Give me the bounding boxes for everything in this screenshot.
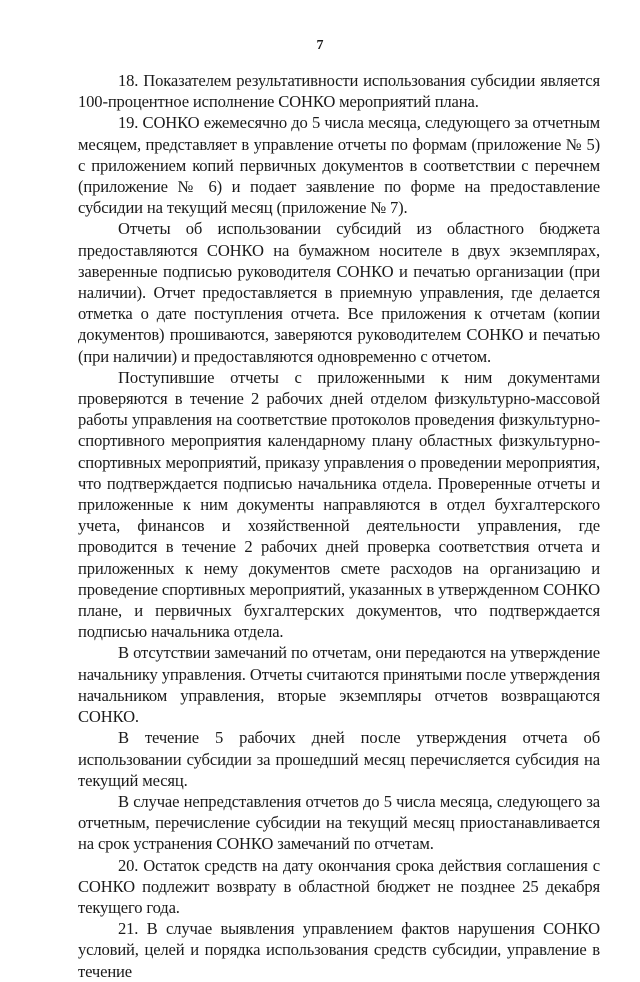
page-number: 7 — [316, 38, 324, 53]
paragraph-18: 18. Показателем результативности использования субсидии является 100-процентное исполнение СОНКО мероприятий плана. — [78, 71, 600, 112]
paragraph-subsidy-transfer: В течение 5 рабочих дней после утверждения отчета об использовании субсидии за прошедший месяц перечисляется субсидия на текущий месяц. — [78, 728, 600, 790]
paragraph-subsidy-suspension: В случае непредставления отчетов до 5 числа месяца, следующего за отчетным, перечисление субсидии на текущий месяц приостанавливается на срок устранения СОНКО замечаний по отчетам. — [78, 791, 600, 854]
document-body — [78, 70, 600, 982]
paragraph-19: 19. СОНКО ежемесячно до 5 числа месяца, следующего за отчетным месяцем, представляет в управление отчеты по формам (приложение № 5) с приложением копий первичных документов в соответствии с перечнем (приложение № 6) и подает заявление по форме на предоставление субсидии на текущий месяц (приложение № 7). — [78, 113, 600, 218]
paragraph-21: 21. В случае выявления управлением фактов нарушения СОНКО условий, целей и порядка использования средств субсидии, управление в течение — [78, 919, 600, 981]
paragraph-20: 20. Остаток средств на дату окончания срока действия соглашения с СОНКО подлежит возврату в областной бюджет не позднее 25 декабря текущего года. — [78, 855, 600, 917]
paragraph-reports-approval: В отсутствии замечаний по отчетам, они передаются на утверждение начальнику управления. Отчеты считаются принятыми после утверждения начальником управления, вторые экземпляры отчетов возвращаются СОНКО. — [78, 643, 600, 727]
paragraph-reports-submission: Отчеты об использовании субсидий из областного бюджета предоставляются СОНКО на бумажном носителе в двух экземплярах, заверенные подписью руководителя СОНКО и печатью организации (при наличии). Отчет предоставляется в приемную управления, где делается отметка о дате поступления отчета. Все приложения к отчетам (копии документов) прошиваются, заверяются руководителем СОНКО и печатью (при наличии) и предоставляются одновременно с отчетом. — [78, 219, 600, 366]
paragraph-reports-verification: Поступившие отчеты с приложенными к ним документами проверяются в течение 2 рабочих дней отделом физкультурно-массовой работы управления на соответствие протоколов проведения физкультурно-спортивного мероприятия календарному плану областных физкультурно-спортивных мероприятий, приказу управления о проведении мероприятия, что подтверждается подписью начальника отдела. Проверенные отчеты и приложенные к ним документы направляются в отдел бухгалтерского учета, финансов и хозяйственной деятельности управления, где проводится в течение 2 рабочих дней проверка соответствия отчета и приложенных к нему документов смете расходов на организацию и проведение спортивных мероприятий, указанных в утвержденном СОНКО плане, и первичных бухгалтерских документов, что подтверждается подписью начальника отдела. — [78, 367, 600, 642]
